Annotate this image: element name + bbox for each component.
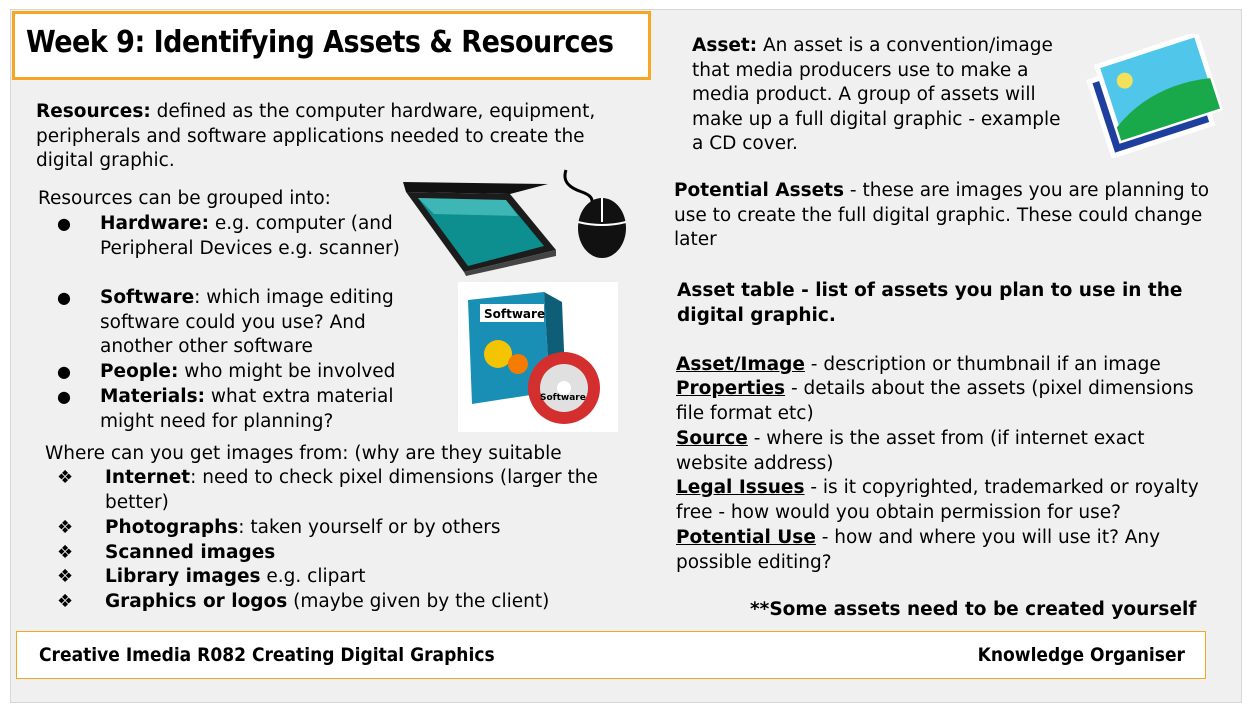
image-source-term: Graphics or logos xyxy=(105,591,288,612)
resource-term: Materials: xyxy=(100,386,205,407)
resource-item-people xyxy=(100,360,420,385)
resource-item-software xyxy=(100,286,400,360)
asset-table-heading: Asset table - list of assets you plan to use in the digital graphic. xyxy=(677,280,1183,326)
asset-table-row xyxy=(676,476,1224,525)
resources-definition xyxy=(36,100,636,174)
image-source-photographs xyxy=(105,516,625,541)
diamond-bullet-icon: ❖ xyxy=(57,542,74,563)
image-source-scanned xyxy=(105,541,625,566)
assets-note: **Some assets need to be created yourself xyxy=(750,599,1197,620)
title-box xyxy=(12,11,651,80)
scanner-icon xyxy=(398,172,558,276)
image-source-graphics xyxy=(105,590,625,615)
potential-assets xyxy=(674,179,1219,253)
resource-term: People: xyxy=(100,361,179,382)
image-source-text: (maybe given by the client) xyxy=(287,591,550,612)
footer-doc-type: Knowledge Organiser xyxy=(977,644,1185,666)
image-source-text: e.g. clipart xyxy=(260,566,366,587)
diamond-bullet-icon: ❖ xyxy=(57,591,74,612)
resources-label: Resources: xyxy=(36,101,151,122)
software-box-icon xyxy=(458,282,618,432)
potential-assets-label: Potential Assets xyxy=(674,180,845,201)
asset-table-row xyxy=(676,427,1221,476)
resource-text: e.g. computer (and Peripheral Devices e.g. scanner) xyxy=(100,213,400,259)
asset-table-text: - how and where you will use it? Any possible editing? xyxy=(676,527,1161,573)
footer-course-title: Creative Imedia R082 Creating Digital Graphics xyxy=(39,644,495,666)
resource-text: : which image editing software could you use? And another other software xyxy=(100,287,394,358)
resources-group-intro: Resources can be grouped into: xyxy=(38,188,331,209)
asset-table-term: Source xyxy=(676,428,748,449)
image-source-term: Internet xyxy=(105,467,191,488)
asset-table-text: - is it copyrighted, trademarked or royalty free - how would you obtain permission for use? xyxy=(676,477,1199,523)
mouse-icon xyxy=(560,168,630,260)
asset-table-text: - where is the asset from (if internet exact website address) xyxy=(676,428,1145,474)
asset-label: Asset: xyxy=(692,35,758,56)
image-source-term: Scanned images xyxy=(105,542,276,563)
image-source-term: Photographs xyxy=(105,517,239,538)
diamond-bullet-icon: ❖ xyxy=(57,467,74,488)
asset-table-text: - details about the assets (pixel dimensions file format etc) xyxy=(676,378,1194,424)
asset-table-row xyxy=(676,526,1221,575)
image-source-internet xyxy=(105,466,625,515)
asset-definition xyxy=(692,34,1072,157)
diamond-bullet-icon: ❖ xyxy=(57,517,74,538)
resource-term: Software xyxy=(100,287,195,308)
potential-assets-text: - these are images you are planning to use to create the full digital graphic. These could change later xyxy=(674,180,1210,251)
asset-text: An asset is a convention/image that media producers use to make a media product. A group of assets will make up a full digital graphic - example a CD cover. xyxy=(692,35,1061,155)
disc-label: Software xyxy=(540,393,586,403)
bullet-icon: ● xyxy=(57,387,71,406)
images-from-intro: Where can you get images from: (why are they suitable xyxy=(45,443,562,464)
resource-item-hardware xyxy=(100,212,400,261)
asset-table-term: Legal Issues xyxy=(676,477,805,498)
image-picture-icon xyxy=(1085,34,1225,158)
page-title: Week 9: Identifying Assets & Resources xyxy=(26,25,614,60)
image-source-text: : taken yourself or by others xyxy=(238,517,501,538)
asset-table-row xyxy=(676,377,1221,426)
resource-text: who might be involved xyxy=(178,361,396,382)
bullet-icon: ● xyxy=(57,362,71,381)
asset-table-text: - description or thumbnail if an image xyxy=(804,354,1161,375)
asset-table-row xyxy=(676,353,1221,378)
software-box-label: Software xyxy=(484,307,546,321)
asset-table-term: Properties xyxy=(676,378,786,399)
diamond-bullet-icon: ❖ xyxy=(57,566,74,587)
resource-text: what extra material might need for planning? xyxy=(100,386,394,432)
resource-item-materials xyxy=(100,385,410,434)
resources-text: defined as the computer hardware, equipment, peripherals and software applications needed to create the digital graphic. xyxy=(36,101,596,172)
bullet-icon: ● xyxy=(57,288,71,307)
footer-bar xyxy=(16,631,1206,679)
asset-table-term: Asset/Image xyxy=(676,354,805,375)
image-source-term: Library images xyxy=(105,566,261,587)
image-source-library xyxy=(105,565,625,590)
resource-term: Hardware: xyxy=(100,213,209,234)
asset-table-term: Potential Use xyxy=(676,527,816,548)
image-source-text: : need to check pixel dimensions (larger the better) xyxy=(105,467,598,513)
bullet-icon: ● xyxy=(57,214,71,233)
